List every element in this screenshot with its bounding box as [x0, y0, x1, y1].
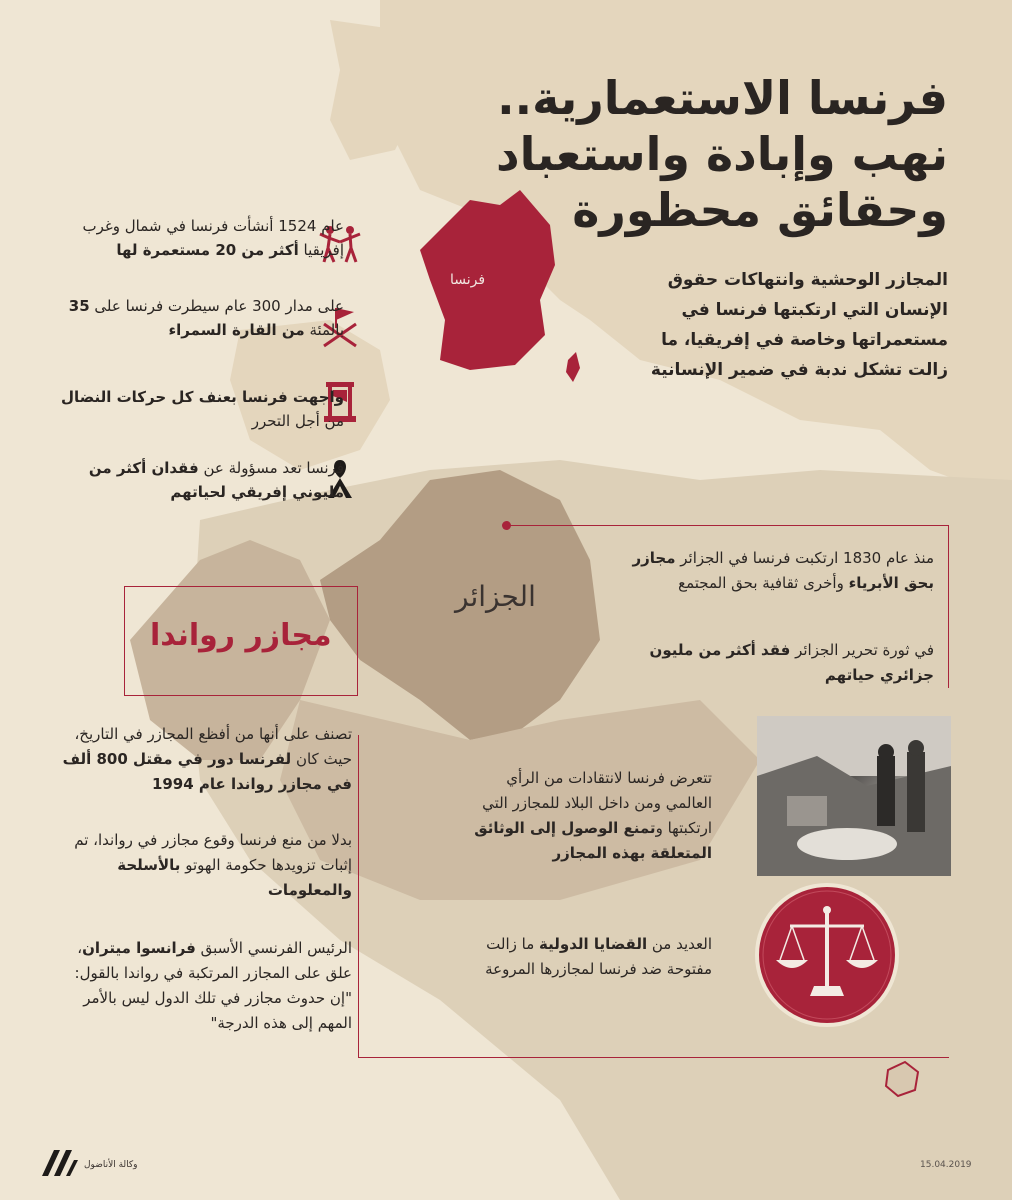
criticism-paragraph-2	[462, 932, 712, 982]
agency-name: وكالة الأناضول	[84, 1160, 138, 1170]
text-segment: من أجل التحرر	[251, 412, 344, 430]
text-segment: عام 1524 أنشأت فرنسا في شمال وغرب إفريقيا	[82, 217, 344, 259]
anadolu-agency-logo	[40, 1148, 80, 1178]
bold-text-segment: مجازر بحق الأبرياء	[632, 549, 934, 592]
stat-2	[44, 294, 344, 342]
map-label-algeria: الجزائر	[455, 580, 536, 613]
text-segment: في ثورة تحرير الجزائر	[790, 641, 934, 659]
text-segment: منذ عام 1830 ارتكبت فرنسا في الجزائر	[675, 549, 934, 567]
algeria-paragraph-1	[604, 546, 934, 596]
text-segment: ، علق على المجازر المرتكبة في رواندا بالقول: "إن حدوث مجازر في تلك الدول ليس بالأمر المهم إلى هذه الدرجة"	[74, 939, 352, 1032]
title-line-2: نهب وإبادة واستعباد	[495, 127, 948, 181]
stat-4	[44, 456, 344, 504]
bold-text-segment: من القارة السمراء	[168, 321, 305, 339]
bold-text-segment: لفرنسا دور في مقتل 800 ألف في مجازر رواندا عام 1994	[62, 750, 352, 793]
corsica-shape	[566, 352, 580, 382]
rwanda-title: مجازر رواندا	[150, 618, 332, 653]
bold-text-segment: تمنع الوصول إلى الوثائق المتعلقة بهذه المجازر	[474, 819, 712, 862]
bold-text-segment: بالأسلحة والمعلومات	[117, 856, 352, 899]
text-segment: بدلا من منع فرنسا وقوع مجازر في رواندا، تم إثبات تزويدها حكومة الهوتو	[74, 831, 352, 874]
criticism-paragraph-1	[462, 766, 712, 866]
bold-text-segment: فقد أكثر من مليون جزائري حياتهم	[649, 641, 934, 684]
publish-date: 15.04.2019	[920, 1160, 972, 1170]
text-segment: بالمئة	[304, 321, 344, 339]
stat-1	[44, 214, 344, 262]
intro-text: المجازر الوحشية وانتهاكات حقوق الإنسان التي ارتكبتها فرنسا في مستعمراتها وخاصة في إفريقيا، ما زالت تشكل ندبة في ضمير الإنسانية	[650, 270, 948, 380]
scales-of-justice-icon	[752, 880, 902, 1030]
text-segment: تصنف على أنها من أفظع المجازر في التاريخ، حيث كان	[74, 725, 352, 768]
bold-text-segment: فقدان أكثر من مليوني إفريقي لحياتهم	[88, 459, 344, 501]
stat-3	[44, 385, 344, 433]
rwanda-paragraph-2	[52, 828, 352, 903]
bold-text-segment: القضايا الدولية	[539, 935, 648, 953]
rwanda-paragraph-1	[52, 722, 352, 797]
map-label-france: فرنسا	[450, 272, 486, 288]
bold-text-segment: واجهت فرنسا بعنف كل حركات النضال	[61, 388, 344, 406]
bold-text-segment: أكثر من 20 مستعمرة لها	[116, 241, 299, 259]
algeria-paragraph-2	[604, 638, 934, 688]
text-segment: ما زالت مفتوحة ضد فرنسا لمجازرها المروعة	[485, 935, 712, 978]
title-line-3: وحقائق محظورة	[572, 183, 948, 237]
bold-text-segment: 35	[68, 297, 90, 315]
photo-scene	[757, 716, 951, 876]
text-segment: الرئيس الفرنسي الأسبق	[195, 939, 352, 957]
page-title	[428, 70, 948, 238]
title-line-1: فرنسا الاستعمارية..	[497, 71, 948, 125]
historical-photo	[757, 716, 951, 876]
bold-text-segment: فرانسوا ميتران	[82, 939, 196, 957]
text-segment: العديد من	[647, 935, 712, 953]
algeria-marker-dot	[502, 521, 511, 530]
text-segment: تتعرض فرنسا لانتقادات من الرأي العالمي ومن داخل البلاد للمجازر التي ارتكبتها و	[482, 769, 712, 837]
text-segment: فرنسا تعد مسؤولة عن	[198, 459, 344, 477]
rwanda-paragraph-3	[52, 936, 352, 1036]
text-segment: على مدار 300 عام سيطرت فرنسا على	[89, 297, 344, 315]
text-segment: وأخرى ثقافية بحق المجتمع	[678, 574, 849, 592]
